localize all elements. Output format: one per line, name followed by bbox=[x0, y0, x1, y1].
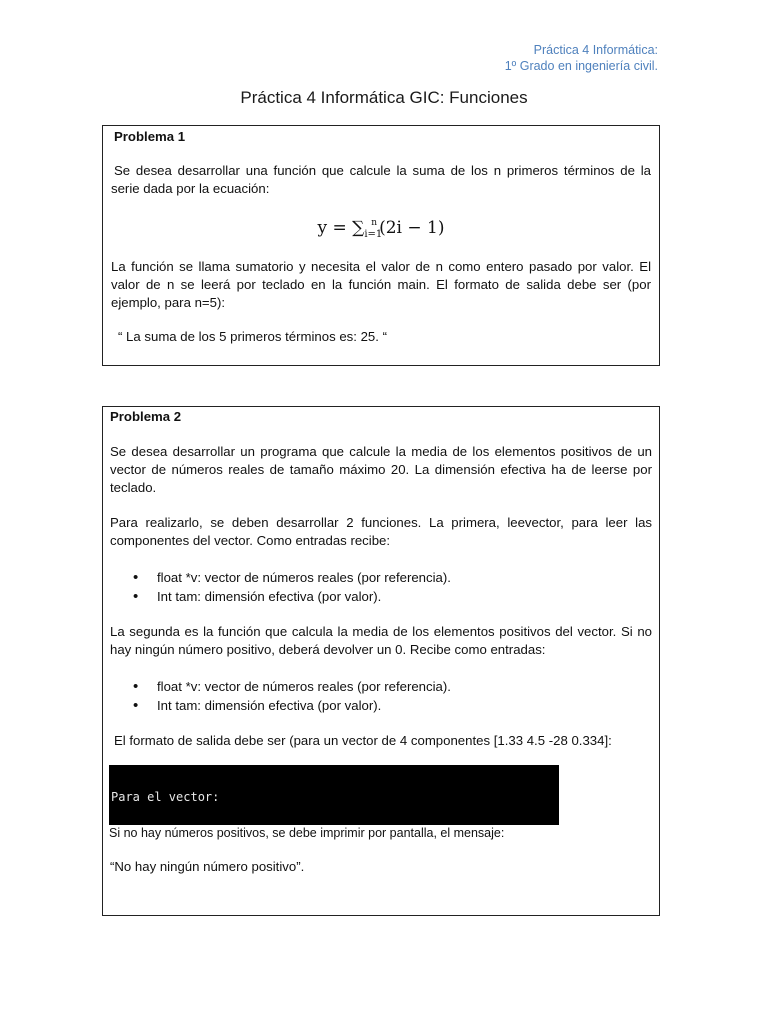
problem-1-description: La función se llama sumatorio y necesita el valor de n como entero pasado por valor. El valor de n se leerá por teclado en la función main. El formato de salida debe ser (por ejemplo, para n=5): bbox=[111, 259, 651, 310]
problem-1-box bbox=[102, 125, 660, 366]
problem-2-intro: Se desea desarrollar un programa que calcule la media de los elementos positivos de un vector de números reales de tamaño máximo 20. La dimensión efectiva ha de leerse por teclado. bbox=[110, 444, 652, 495]
bullet-list-leevector bbox=[133, 568, 451, 606]
bullet-list-media bbox=[133, 677, 451, 715]
console-line: Para el vector: bbox=[111, 790, 220, 804]
console-output-screenshot bbox=[109, 765, 559, 825]
problem-1-example-output: “ La suma de los 5 primeros términos es: 25. “ bbox=[118, 329, 387, 344]
problem-2-para-media: La segunda es la función que calcula la media de los elementos positivos del vector. Si no hay ningún número positivo, deberá devolver un 0. Recibe como entradas: bbox=[110, 624, 652, 657]
problem-2-box bbox=[102, 406, 660, 916]
document-header bbox=[505, 42, 658, 74]
problem-2-no-positive-message: “No hay ningún número positivo”. bbox=[110, 859, 305, 874]
header-line-degree: 1º Grado en ingeniería civil. bbox=[504, 59, 658, 73]
problem-1-heading: Problema 1 bbox=[114, 129, 186, 144]
problem-2-output-format: El formato de salida debe ser (para un vector de 4 componentes [1.33 4.5 -28 0.334]: bbox=[114, 733, 612, 748]
formula-rhs: (2i − 1) bbox=[379, 218, 445, 238]
problem-2-no-positive-note: Si no hay números positivos, se debe imprimir por pantalla, el mensaje: bbox=[109, 826, 505, 840]
list-item: • Int tam: dimensión efectiva (por valor). bbox=[133, 587, 451, 606]
formula-superscript: n bbox=[371, 218, 378, 228]
formula-lhs: y = ∑ bbox=[317, 218, 365, 238]
list-item: • Int tam: dimensión efectiva (por valor). bbox=[133, 696, 451, 715]
problem-2-para-functions: Para realizarlo, se deben desarrollar 2 funciones. La primera, leevector, para leer las componentes del vector. Como entradas recibe: bbox=[110, 515, 652, 548]
list-item: • float *v: vector de números reales (por referencia). bbox=[133, 568, 451, 587]
problem-2-heading: Problema 2 bbox=[110, 409, 182, 424]
problem-1-intro: Se desea desarrollar una función que calcule la suma de los n primeros términos de la serie dada por la ecuación: bbox=[111, 163, 651, 196]
series-formula bbox=[103, 218, 659, 238]
page-title: Práctica 4 Informática GIC: Funciones bbox=[240, 88, 528, 107]
list-item: • float *v: vector de números reales (por referencia). bbox=[133, 677, 451, 696]
header-line-course: Práctica 4 Informática: bbox=[533, 43, 658, 57]
formula-subscript: i=1 bbox=[364, 229, 383, 240]
